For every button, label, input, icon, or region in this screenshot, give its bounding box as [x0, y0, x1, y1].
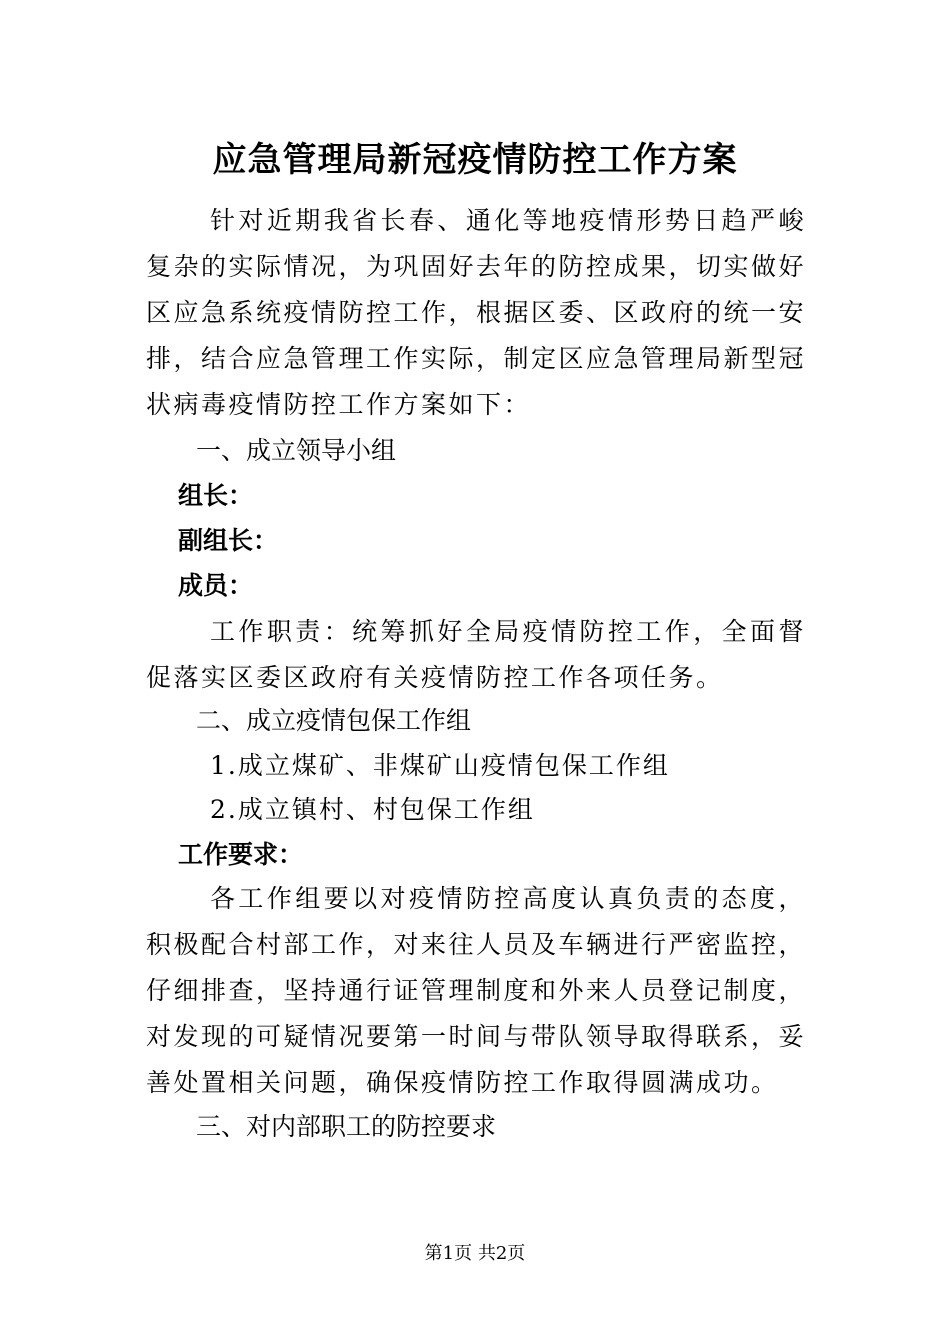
section-3-heading: 三、对内部职工的防控要求 — [196, 1112, 497, 1141]
members-label: 成员： — [178, 571, 254, 600]
section-2-item-2: 2.成立镇村、村包保工作组 — [210, 795, 535, 824]
duties-paragraph: 工作职责：统筹抓好全局疫情防控工作，全面督促落实区委区政府有关疫情防控工作各项任务。 — [146, 617, 806, 692]
intro-paragraph: 针对近期我省长春、通化等地疫情形势日趋严峻复杂的实际情况，为巩固好去年的防控成果，切实做好区应急系统疫情防控工作，根据区委、区政府的统一安排，结合应急管理工作实际，制定区应急管理局新型冠状病毒疫情防控工作方案如下： — [146, 206, 807, 419]
requirements-paragraph: 各工作组要以对疫情防控高度认真负责的态度，积极配合村部工作，对来往人员及车辆进行严密监控，仔细排查，坚持通行证管理制度和外来人员登记制度，对发现的可疑情况要第一时间与带队领导取得联系，妥善处置相关问题，确保疫情防控工作取得圆满成功。 — [146, 884, 807, 1097]
section-2-heading: 二、成立疫情包保工作组 — [196, 706, 472, 735]
requirements-label: 工作要求： — [178, 840, 304, 869]
document-title: 应急管理局新冠疫情防控工作方案 — [212, 140, 738, 180]
section-1-heading: 一、成立领导小组 — [196, 436, 397, 465]
section-2-item-1: 1.成立煤矿、非煤矿山疫情包保工作组 — [210, 751, 670, 780]
leader-label: 组长： — [178, 481, 254, 510]
page-footer: 第1页 共2页 — [424, 1243, 526, 1264]
deputy-leader-label: 副组长： — [178, 526, 279, 555]
